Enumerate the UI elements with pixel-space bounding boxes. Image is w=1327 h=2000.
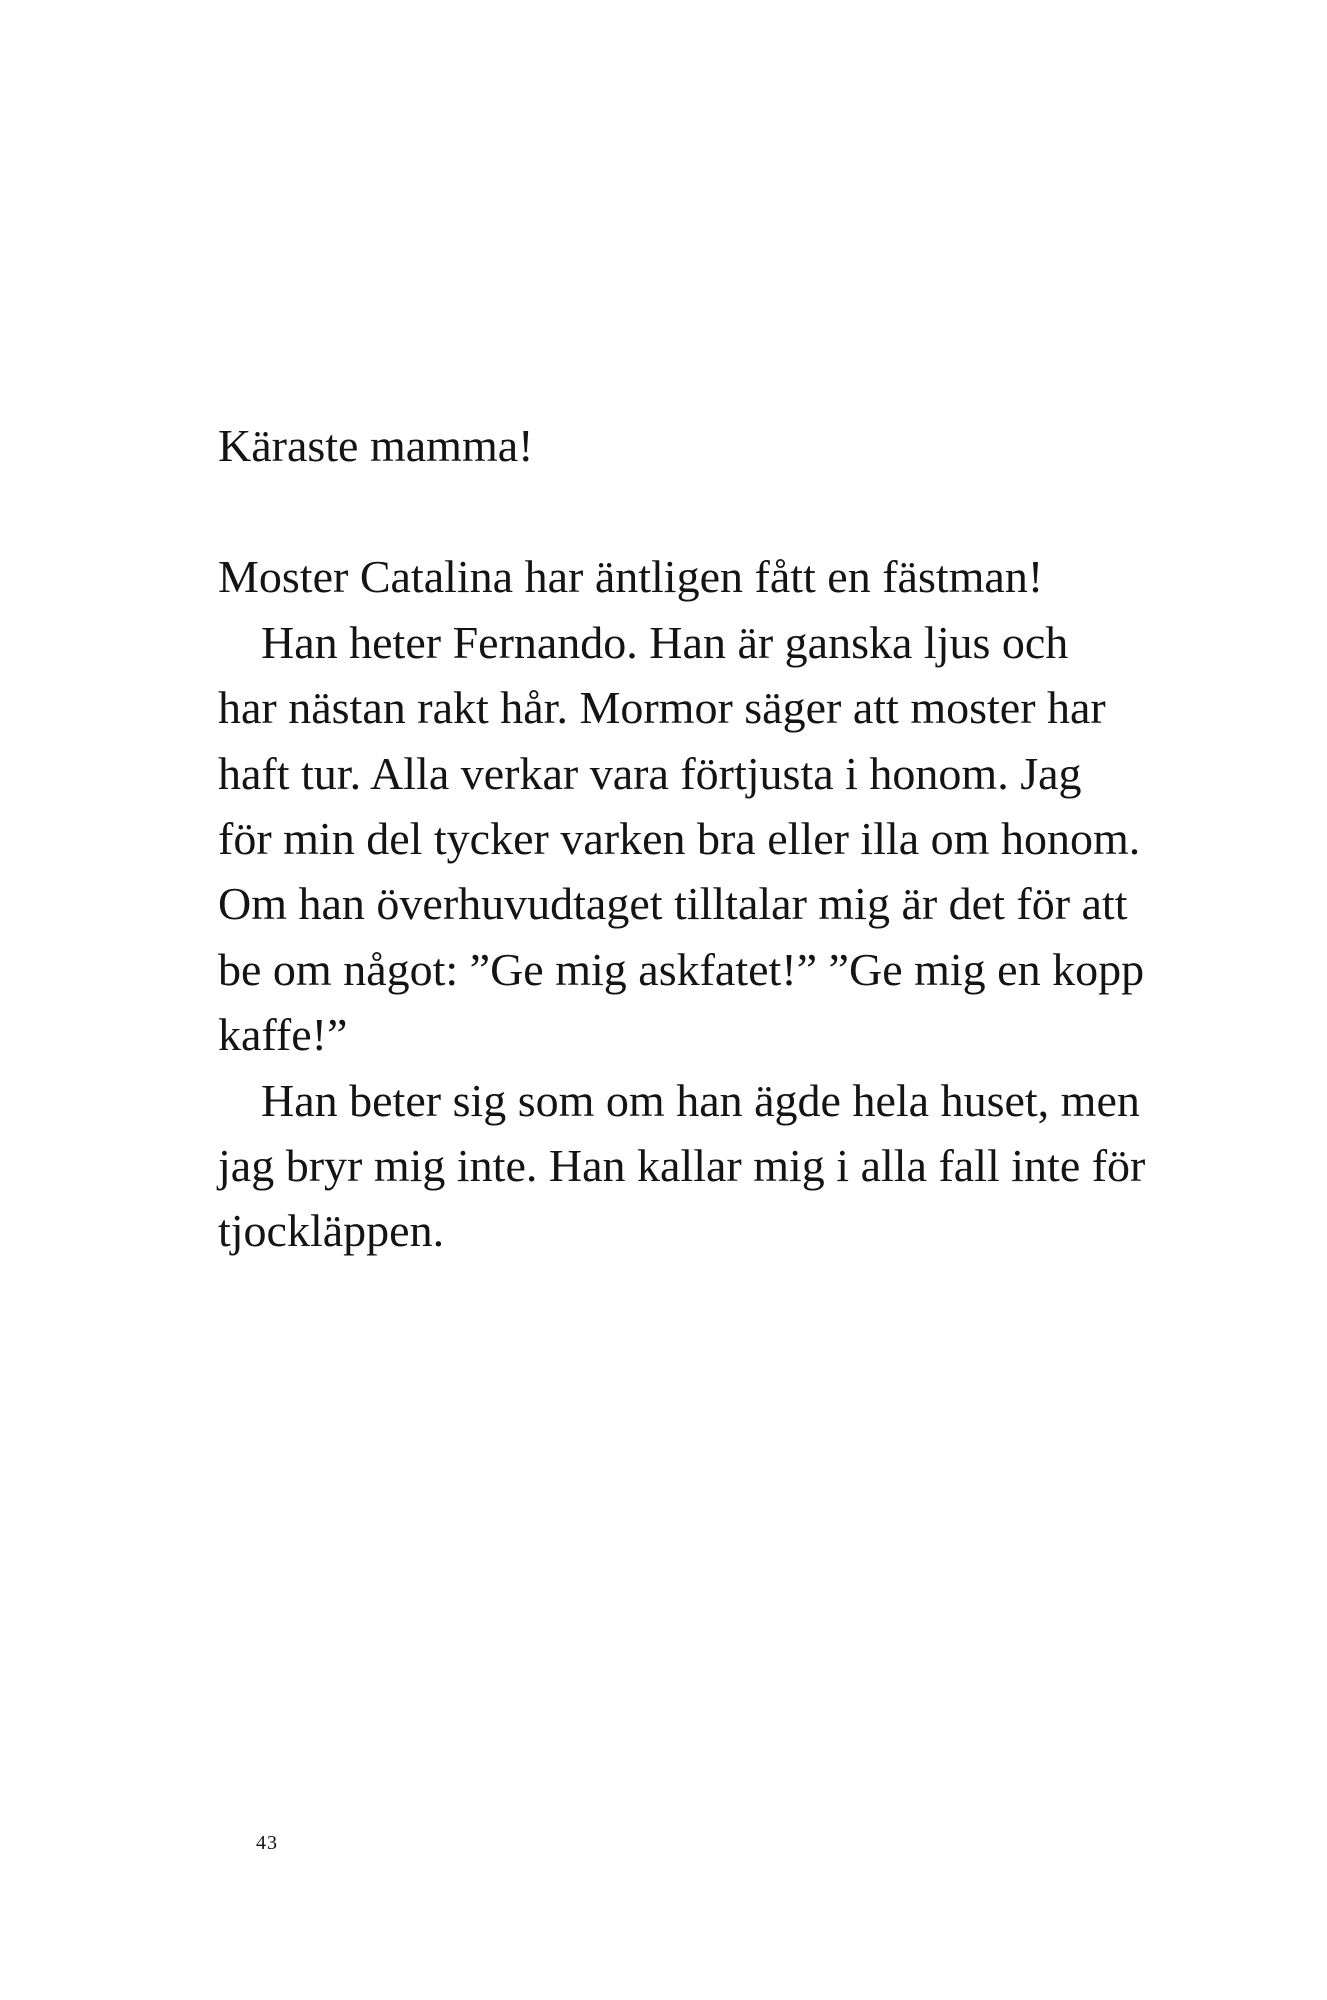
text-line: har nästan rakt hår. Mormor säger att moster har [218, 682, 1106, 734]
text-line: jag bryr mig inte. Han kallar mig i alla fall inte för [218, 1140, 1146, 1192]
text-line: tjockläppen. [218, 1205, 445, 1257]
paragraph-1 [218, 544, 1148, 609]
text-line: Om han överhuvudtaget tilltalar mig är det för att [218, 878, 1128, 930]
text-line: be om något: ”Ge mig askfatet!” ”Ge mig en kopp [218, 943, 1145, 995]
text-line: för min del tycker varken bra eller illa om honom. [218, 813, 1141, 865]
salutation: Käraste mamma! [218, 420, 534, 471]
paragraph-2 [218, 610, 1148, 1068]
paragraph-3 [218, 1068, 1148, 1264]
letter-body [218, 413, 1148, 1264]
page-number: 43 [256, 1832, 278, 1854]
text-line: haft tur. Alla verkar vara förtjusta i honom. Jag [218, 747, 1082, 799]
text-line: Han heter Fernando. Han är ganska ljus och [261, 616, 1069, 668]
text-line: Moster Catalina har äntligen fått en fästman! [218, 551, 1044, 603]
text-line: kaffe!” [218, 1009, 348, 1061]
text-line: Han beter sig som om han ägde hela huset, men [261, 1074, 1140, 1126]
